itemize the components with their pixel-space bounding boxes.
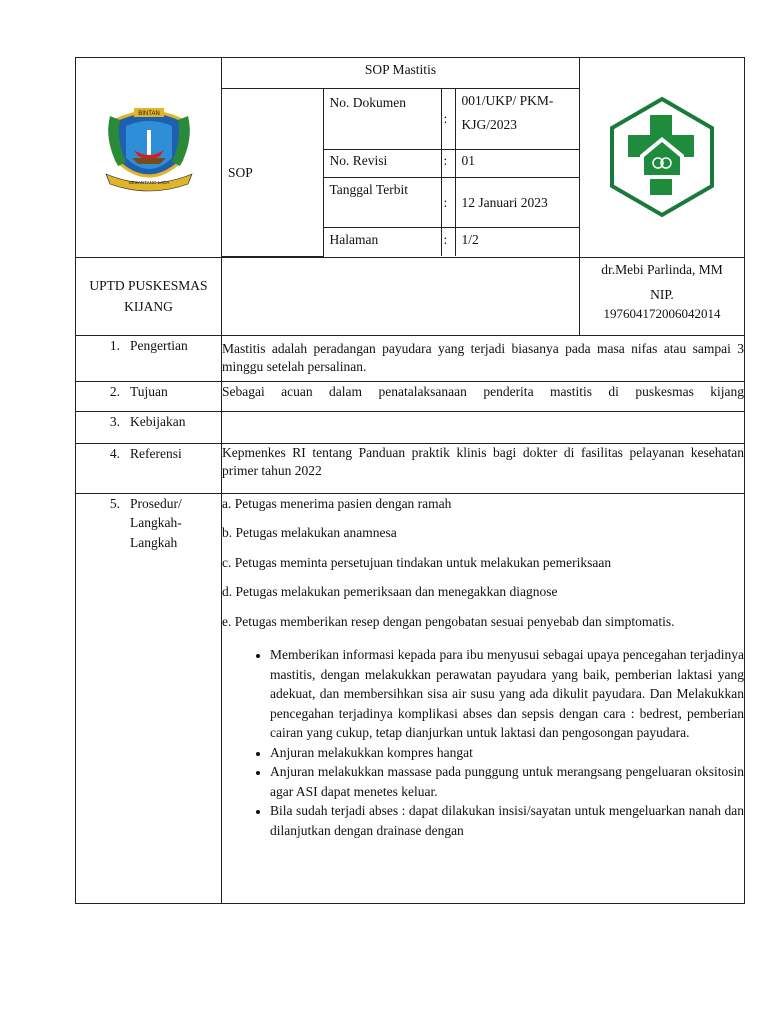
meta-sep: : bbox=[441, 89, 455, 149]
procedure-cell bbox=[222, 493, 745, 903]
procedure-step: a. Petugas menerima pasien dengan ramah bbox=[222, 495, 452, 511]
meta-sep: : bbox=[441, 227, 455, 256]
meta-value: 01 bbox=[455, 149, 580, 177]
meta-value: 001/UKP/ PKM-KJG/2023 bbox=[455, 89, 580, 149]
sop-label: SOP bbox=[222, 89, 323, 256]
procedure-step: c. Petugas meminta persetujuan tindakan untuk melakukan pemeriksaan bbox=[222, 554, 612, 570]
signer-block bbox=[580, 257, 745, 335]
bintan-emblem-icon bbox=[104, 100, 194, 200]
meta-label: Tanggal Terbit bbox=[323, 177, 441, 227]
meta-label: No. Revisi bbox=[323, 149, 441, 177]
puskesmas-logo-icon bbox=[606, 95, 718, 219]
section-label-cell bbox=[76, 443, 222, 493]
section-label: Tujuan bbox=[130, 383, 168, 399]
section-label-cell bbox=[76, 411, 222, 443]
bintan-text: BINTAN bbox=[137, 111, 160, 118]
section-label: Pengertian bbox=[130, 337, 188, 353]
section-label-cell bbox=[76, 493, 222, 903]
section-number: 4. bbox=[109, 445, 120, 461]
section-number: 3. bbox=[109, 413, 120, 429]
meta-value: 12 Januari 2023 bbox=[455, 177, 580, 227]
org-name: UPTD PUSKESMAS KIJANG bbox=[76, 257, 222, 335]
nip-label: NIP. bbox=[650, 286, 674, 302]
section-text bbox=[222, 411, 745, 443]
section-label-cell bbox=[76, 381, 222, 411]
section-number: 2. bbox=[109, 383, 120, 399]
left-logo-cell bbox=[76, 58, 222, 258]
sop-meta-cell bbox=[222, 89, 580, 258]
section-label: Referensi bbox=[130, 445, 182, 461]
section-text: Sebagai acuan dalam penatalaksanaan penderita mastitis di puskesmas kijang bbox=[222, 381, 745, 411]
sop-table bbox=[75, 57, 745, 904]
section-label-cell bbox=[76, 335, 222, 381]
section-number: 5. bbox=[109, 495, 120, 511]
ribbon-text: SEGANTANG LADA bbox=[128, 180, 169, 186]
meta-sep: : bbox=[441, 149, 455, 177]
section-label: Kebijakan bbox=[130, 413, 186, 429]
section-text: Kepmenkes RI tentang Panduan praktik klinis bagi dokter di fasilitas pelayanan kesehatan primer tahun 2022 bbox=[222, 443, 745, 493]
right-logo-cell bbox=[580, 58, 745, 258]
bullet-item: • Bila sudah terjadi abses : dapat dilakukan insisi/sayatan untuk mengeluarkan nanah dan dilanjutkan dengan drainase dengan bbox=[270, 801, 744, 840]
meta-label: No. Dokumen bbox=[323, 89, 441, 149]
meta-value: 1/2 bbox=[455, 227, 580, 256]
bullet-item: • Anjuran melakukkan massase pada punggung untuk merangsang pengeluaran oksitosin agar ASI dapat menetes keluar. bbox=[270, 762, 744, 801]
meta-label: Halaman bbox=[323, 227, 441, 256]
bullet-item: • Memberikan informasi kepada para ibu menyusui sebagai upaya pencegahan terjadinya mastitis, dengan melakukkan perawatan payudara yang baik, pemberian laktasi yang adekuat, dan membersihkan sisa air susu yang ada dikulit payudara. Dan Melakukkan pencegahan terjadinya komplikasi abses dan sepsis dengan cara : bedrest, pemberian cairan yang cukup, tetap dianjurkan untuk laktasi dan pengosongan payudara. bbox=[270, 645, 744, 743]
section-number: 1. bbox=[109, 337, 120, 353]
signer-name: dr.Mebi Parlinda, MM bbox=[601, 261, 723, 277]
section-text: Mastitis adalah peradangan payudara yang terjadi biasanya pada masa nifas atau sampai 3 minggu setelah persalinan. bbox=[222, 335, 745, 381]
bullet-item: • Anjuran melakukkan kompres hangat bbox=[270, 743, 744, 763]
procedure-step: e. Petugas memberikan resep dengan pengobatan sesuai penyebab dan simptomatis. bbox=[222, 613, 675, 629]
blank-cell bbox=[222, 257, 580, 335]
procedure-step: b. Petugas melakukan anamnesa bbox=[222, 525, 397, 540]
section-label: Prosedur/ Langkah-Langkah bbox=[130, 495, 182, 550]
sop-title: SOP Mastitis bbox=[222, 58, 580, 89]
procedure-bullets bbox=[222, 645, 744, 840]
nip-number: 197604172006042014 bbox=[603, 305, 721, 321]
procedure-step: d. Petugas melakukan pemeriksaan dan menegakkan diagnose bbox=[222, 584, 558, 599]
meta-sep: : bbox=[441, 177, 455, 227]
